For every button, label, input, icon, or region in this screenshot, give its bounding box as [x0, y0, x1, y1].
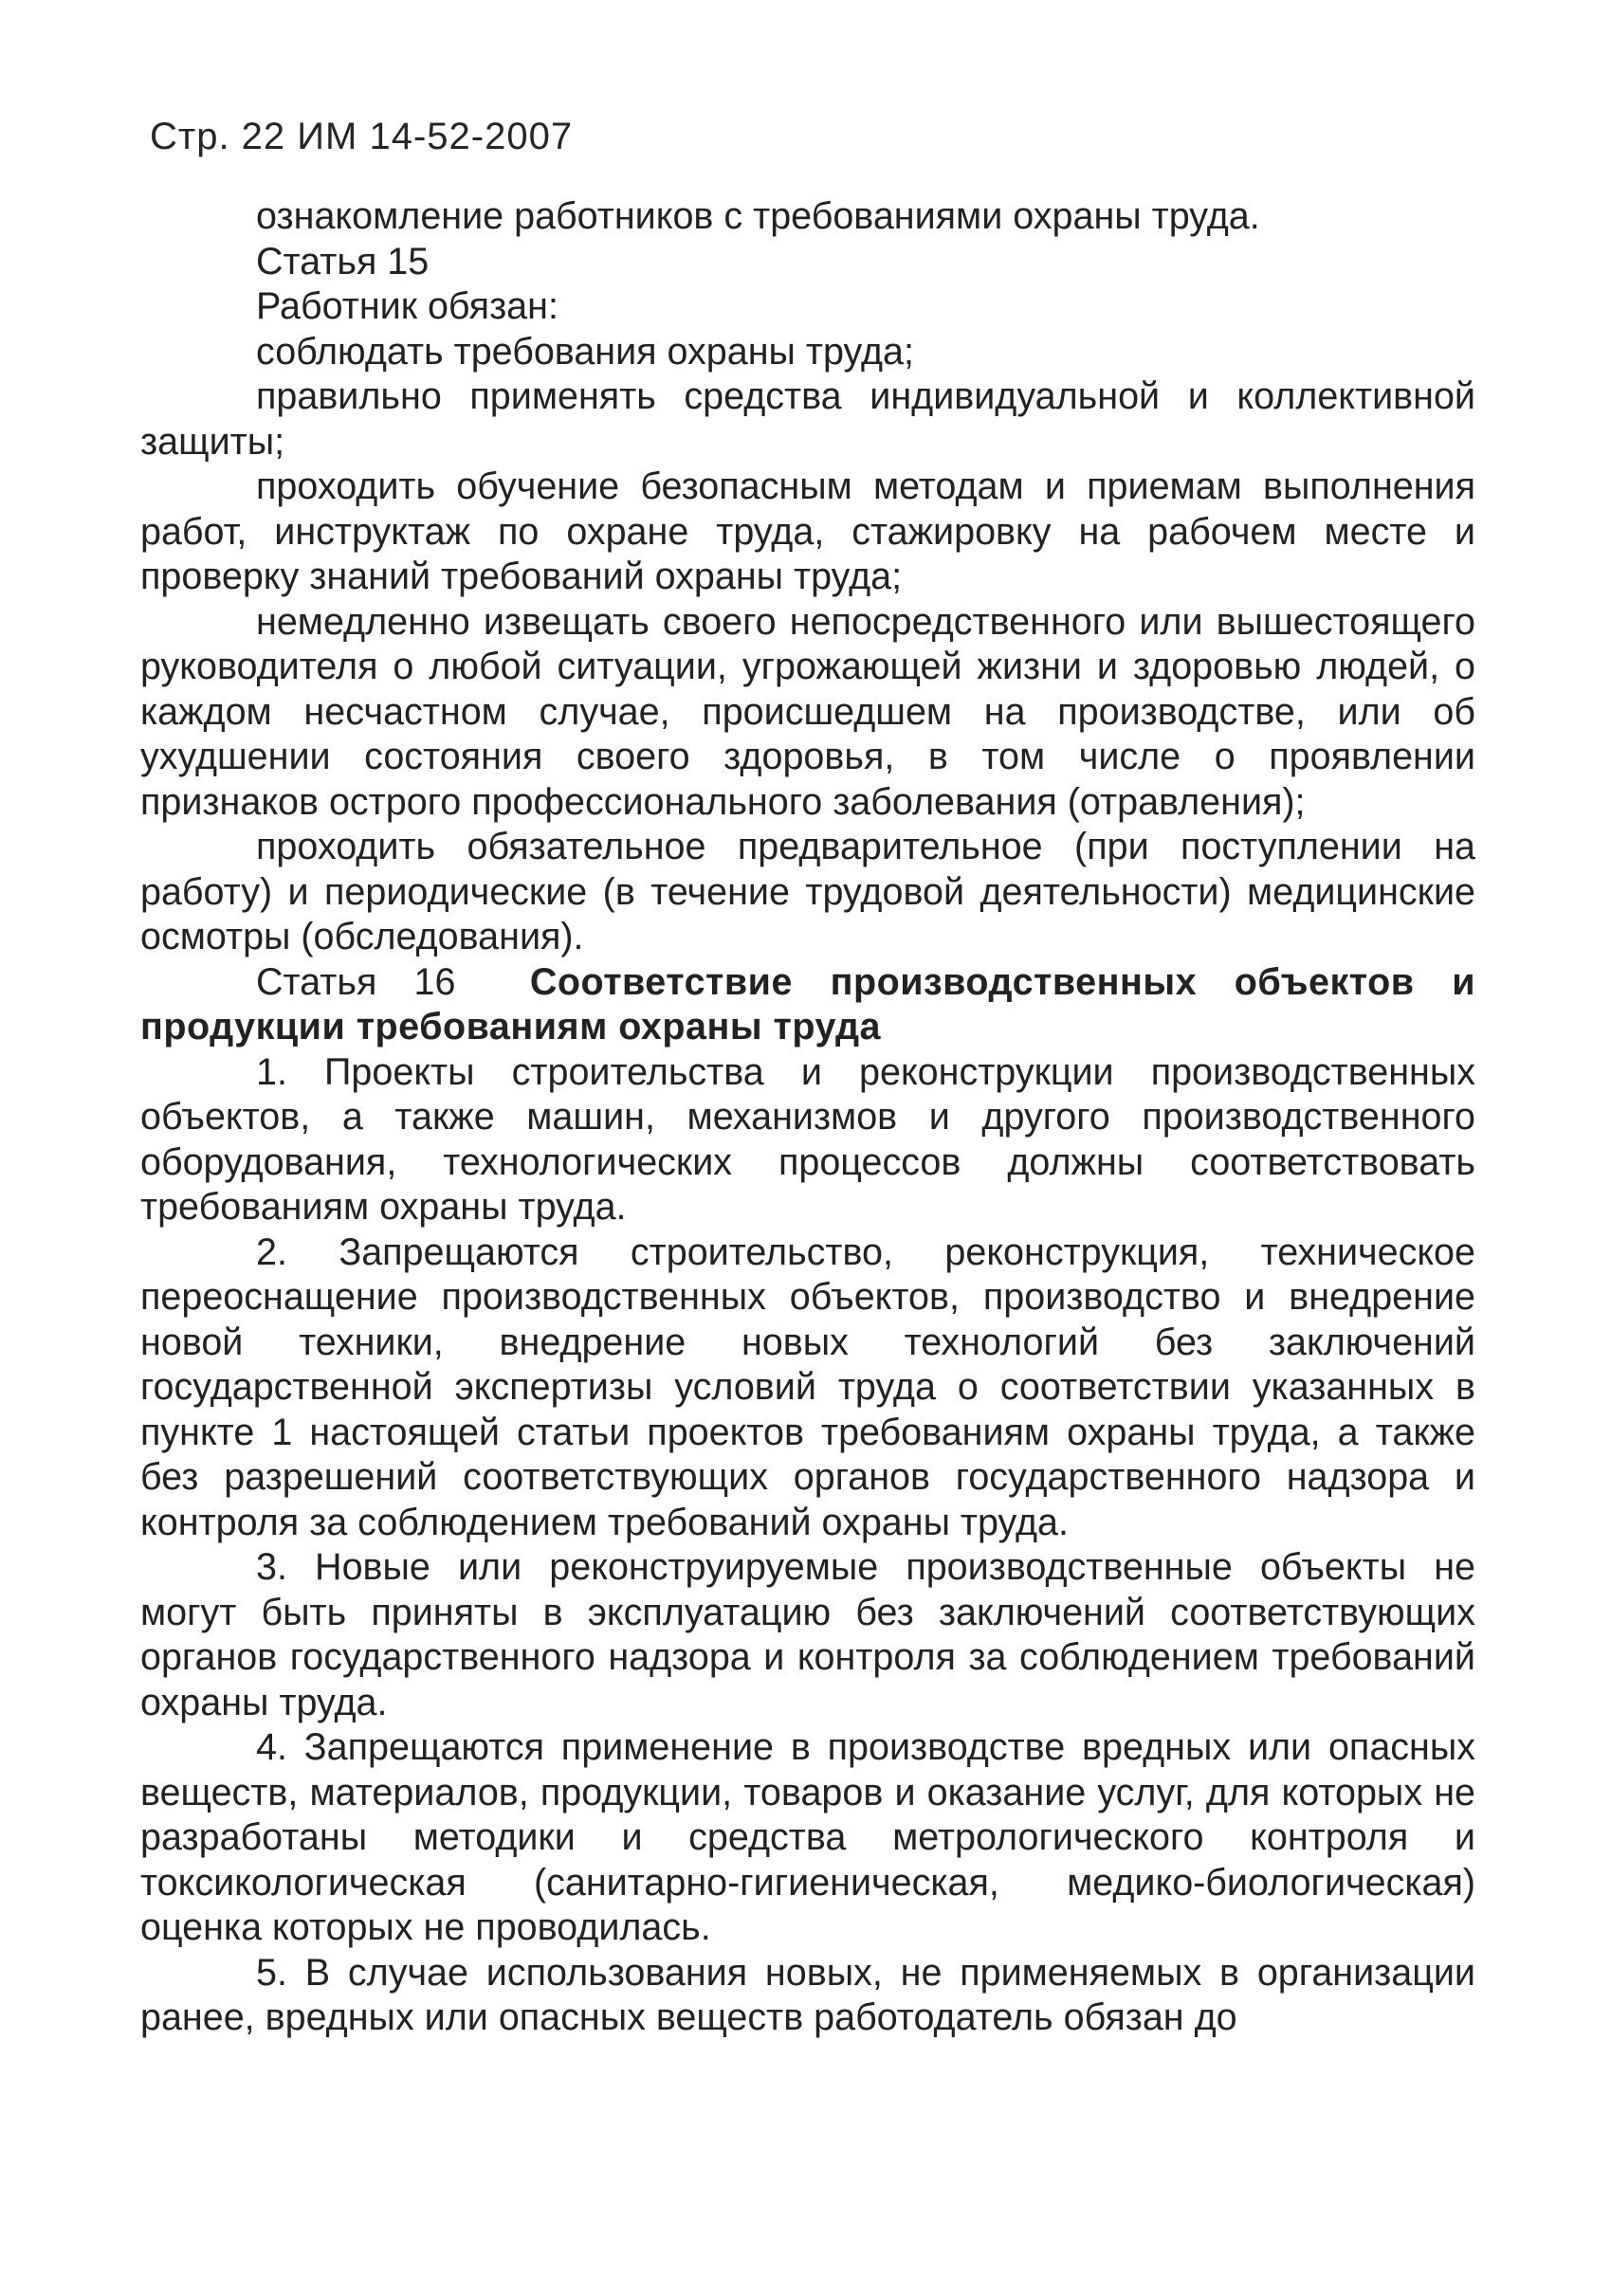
paragraph: Работник обязан:	[256, 285, 558, 327]
paragraph: 1. Проекты строительства и реконструкции производственных объектов, а также машин, механизмов и другого производственного оборудования, технологических процессов должны соответствовать требованиям охраны труда.	[140, 1050, 1475, 1228]
paragraph: проходить обучение безопасным методам и приемам выполнения работ, инструктаж по охране труда, стажировку на рабочем месте и проверку знаний требований охраны труда;	[140, 465, 1475, 597]
paragraph: 2. Запрещаются строительство, реконструкция, техническое переоснащение производственных объектов, производство и внедрение новой техники, внедрение новых технологий без заключений государственной экспертизы условий труда о соответствии указанных в пункте 1 настоящей статьи проектов требованиям охраны труда, а также без разрешений соответствующих органов государственного надзора и контроля за соблюдением требований охраны труда.	[140, 1230, 1475, 1543]
paragraph: проходить обязательное предварительное (при поступлении на работу) и периодические (в течение трудовой деятельности) медицинские осмотры (обследования).	[140, 826, 1475, 957]
paragraph: правильно применять средства индивидуальной и коллективной защиты;	[140, 375, 1475, 463]
paragraph: немедленно извещать своего непосредственного или вышестоящего руководителя о любой ситуации, угрожающей жизни и здоровью людей, о каждом несчастном случае, происшедшем на производстве, или об ухудшении состояния своего здоровья, в том числе о проявлении признаков острого профессионального заболевания (отравления);	[140, 600, 1475, 823]
document-code: ИМ 14-52-2007	[297, 116, 574, 157]
page-number-label: Стр. 22	[150, 116, 286, 157]
paragraph: 5. В случае использования новых, не применяемых в организации ранее, вредных или опасных веществ работодатель обязан до	[140, 1951, 1475, 2038]
paragraph: ознакомление работников с требованиями охраны труда.	[256, 195, 1260, 237]
paragraph: 4. Запрещаются применение в производстве вредных или опасных веществ, материалов, продукции, товаров и оказание услуг, для которых не разработаны методики и средства метрологического контроля и токсикологическая (санитарно-гигиеническая, медико-биологическая) оценка которых не проводилась.	[140, 1726, 1475, 1948]
paragraph: соблюдать требования охраны труда;	[256, 330, 914, 373]
article-16-label: Статья 16	[256, 960, 456, 1003]
article-heading: Статья 15	[256, 240, 430, 282]
article-16-title: Соответствие производственных объектов и продукции требованиям охраны труда	[140, 960, 1476, 1048]
article-16-heading	[140, 960, 1475, 1050]
page-header	[150, 116, 573, 158]
document-body	[140, 194, 1475, 2041]
paragraph: 3. Новые или реконструируемые производственные объекты не могут быть приняты в эксплуатацию без заключений соответствующих органов государственного надзора и контроля за соблюдением требований охраны труда.	[140, 1546, 1475, 1723]
